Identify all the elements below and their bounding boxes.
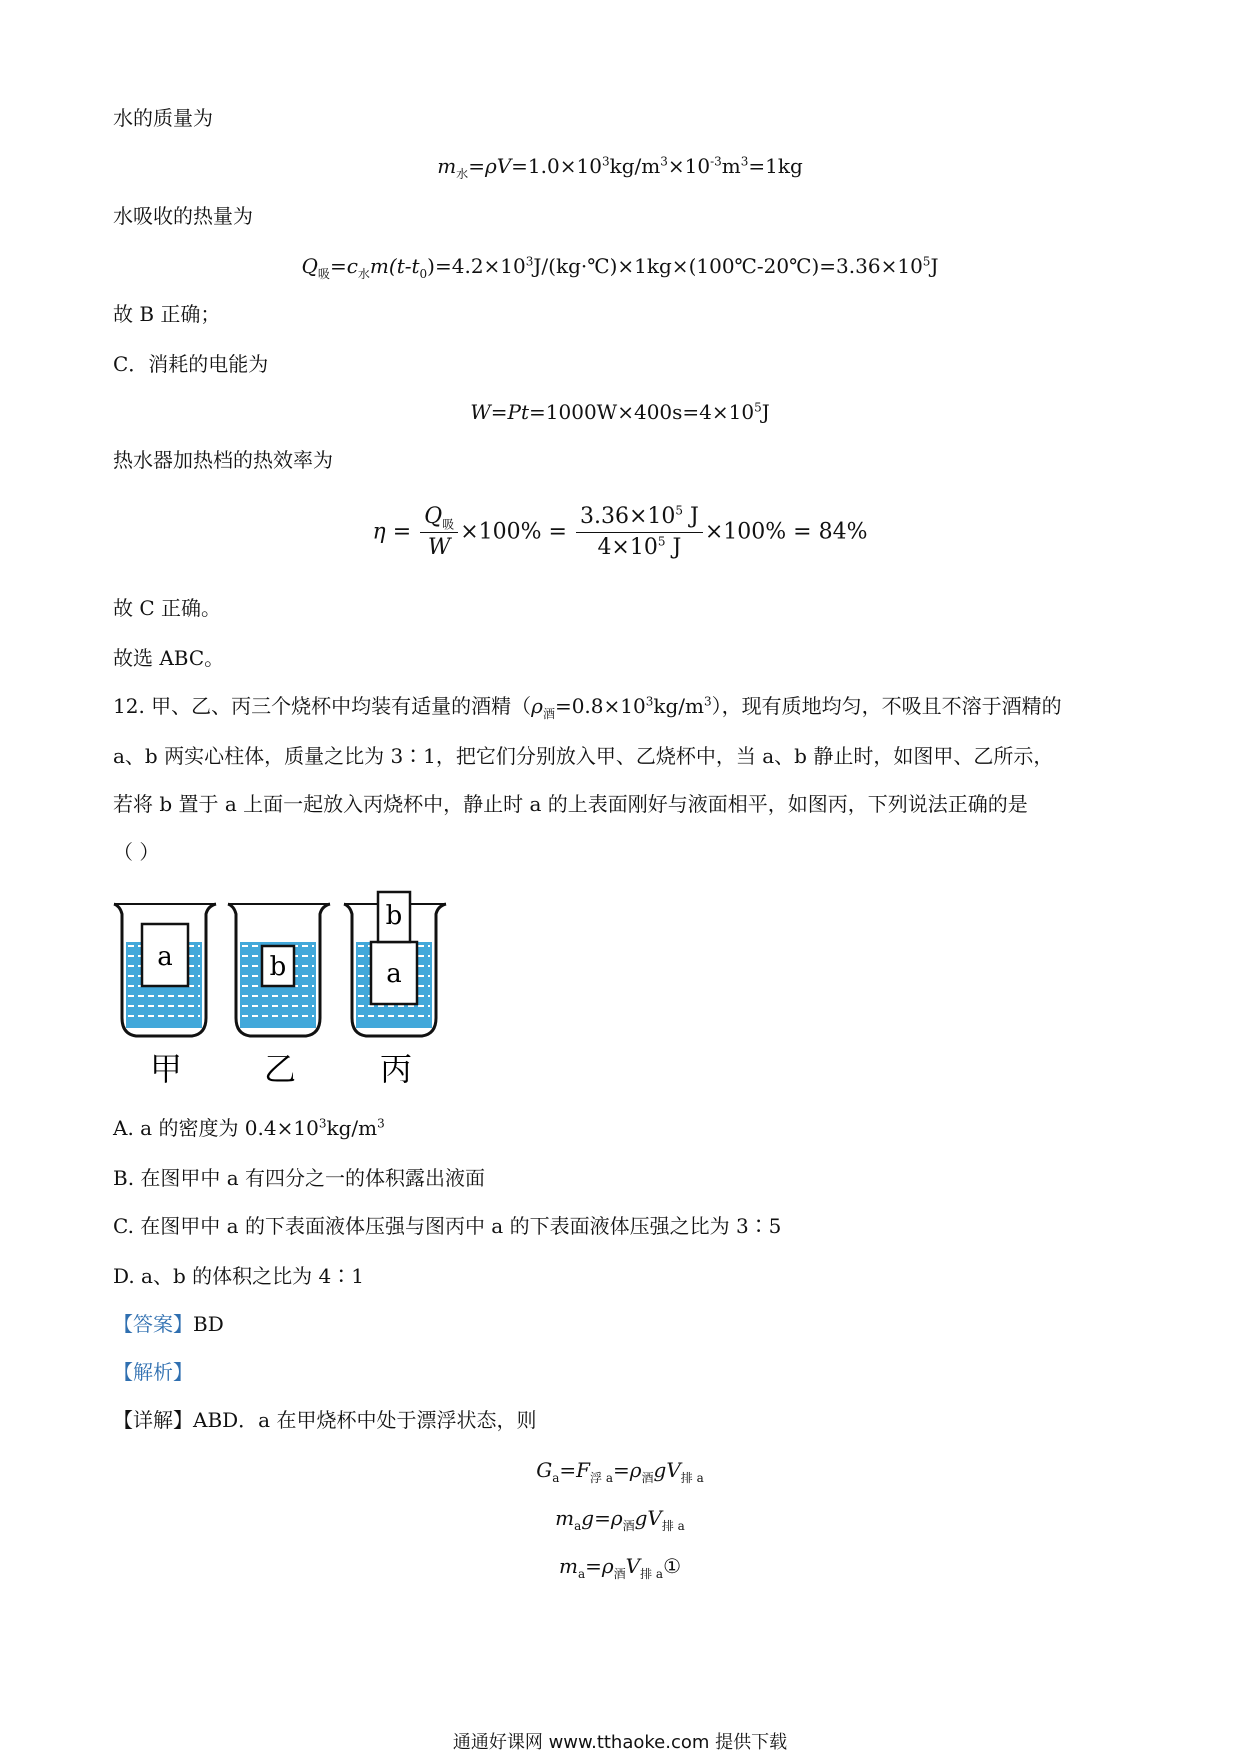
equation-heat-absorbed: $Q_吸=c_水m(t-t_0)=4.2\times 10^3J/(kg\cdot℃)\times 1kg\times(100℃-20℃)=3.36\times 10^5J$	[301, 254, 939, 281]
text-line: 故 C 正确。	[113, 596, 222, 620]
fraction-q-over-w: $\frac{Q_吸}{W}$	[420, 502, 458, 563]
equation-float-1: $G_a=F_{浮 a}=\rho_酒gV_{排 a}$	[536, 1458, 704, 1485]
label-jia: 甲	[149, 1050, 183, 1088]
text-line: C．消耗的电能为	[113, 352, 269, 376]
text-line: 故 B 正确；	[113, 302, 221, 326]
svg-text:b: b	[385, 901, 403, 931]
answer-value: BD	[193, 1312, 224, 1336]
answer-tag: 【答案】	[113, 1312, 193, 1336]
answer-line	[113, 1310, 224, 1338]
svg-text:a: a	[386, 959, 402, 989]
svg-text:a: a	[157, 942, 173, 972]
label-bing: 丙	[379, 1050, 413, 1088]
analysis-tag: 【解析】	[113, 1360, 193, 1384]
equation-efficiency: η = $\frac{Q_吸}{W}$ ×100% = $\frac{3.36\times 10^5 J}{4\times 10^5 J}$ ×100% = 84%	[0, 502, 1240, 563]
text-line: 热水器加热档的热效率为	[113, 448, 333, 472]
option-b: B. 在图甲中 a 有四分之一的体积露出液面	[113, 1166, 486, 1190]
label-yi: 乙	[263, 1050, 297, 1088]
equation-float-3: $m_a=\rho_酒V_{排 a}①$	[558, 1554, 682, 1581]
text-line: 水的质量为	[113, 106, 213, 130]
beakers-figure	[112, 880, 492, 1094]
beakers-diagram	[112, 880, 492, 1090]
footer-watermark: 通通好课网 www.tthaoke.com 提供下载	[452, 1732, 788, 1753]
detail-line: 【详解】ABD．a 在甲烧杯中处于漂浮状态，则	[113, 1408, 537, 1432]
svg-text:b: b	[269, 952, 287, 982]
beaker-bing	[344, 892, 446, 1036]
option-c: C. 在图甲中 a 的下表面液体压强与图丙中 a 的下表面液体压强之比为 3∶5	[113, 1214, 782, 1238]
option-a: A. a 的密度为 $0.4\times 10^3kg/m^3$	[113, 1116, 385, 1140]
question-12-line-2: a、b 两实心柱体，质量之比为 3∶1，把它们分别放入甲、乙烧杯中，当 a、b 静止时，如图甲、乙所示，	[113, 744, 1054, 768]
equation-water-mass: $m_水=\rho V=1.0\times 10^3kg/m^3\times 10^{-3}m^3=1kg$	[437, 154, 803, 181]
option-d: D. a、b 的体积之比为 4∶1	[113, 1264, 364, 1288]
equation-electric-energy: $W=Pt=1000W\times 400s=4\times 10^5J$	[470, 400, 770, 424]
equation-float-2: $m_ag=\rho_酒gV_{排 a}$	[555, 1506, 685, 1533]
question-12-line-1: 12. 甲、乙、丙三个烧杯中均装有适量的酒精$(\rho_酒=0.8\times 10^3kg/m^3)$，现有质地均匀，不吸且不溶于酒精的	[113, 694, 1062, 721]
beaker-yi	[228, 904, 330, 1036]
text-line: 故选 ABC。	[113, 646, 225, 670]
text-line: 水吸收的热量为	[113, 204, 253, 228]
beaker-jia	[114, 904, 216, 1036]
fraction-values: $\frac{3.36\times 10^5 J}{4\times 10^5 J}$	[576, 502, 703, 563]
question-12-line-3: 若将 b 置于 a 上面一起放入丙烧杯中，静止时 a 的上表面刚好与液面相平，如图丙，下列说法正确的是	[113, 792, 1028, 816]
question-12-line-4: （ ）	[113, 840, 160, 864]
